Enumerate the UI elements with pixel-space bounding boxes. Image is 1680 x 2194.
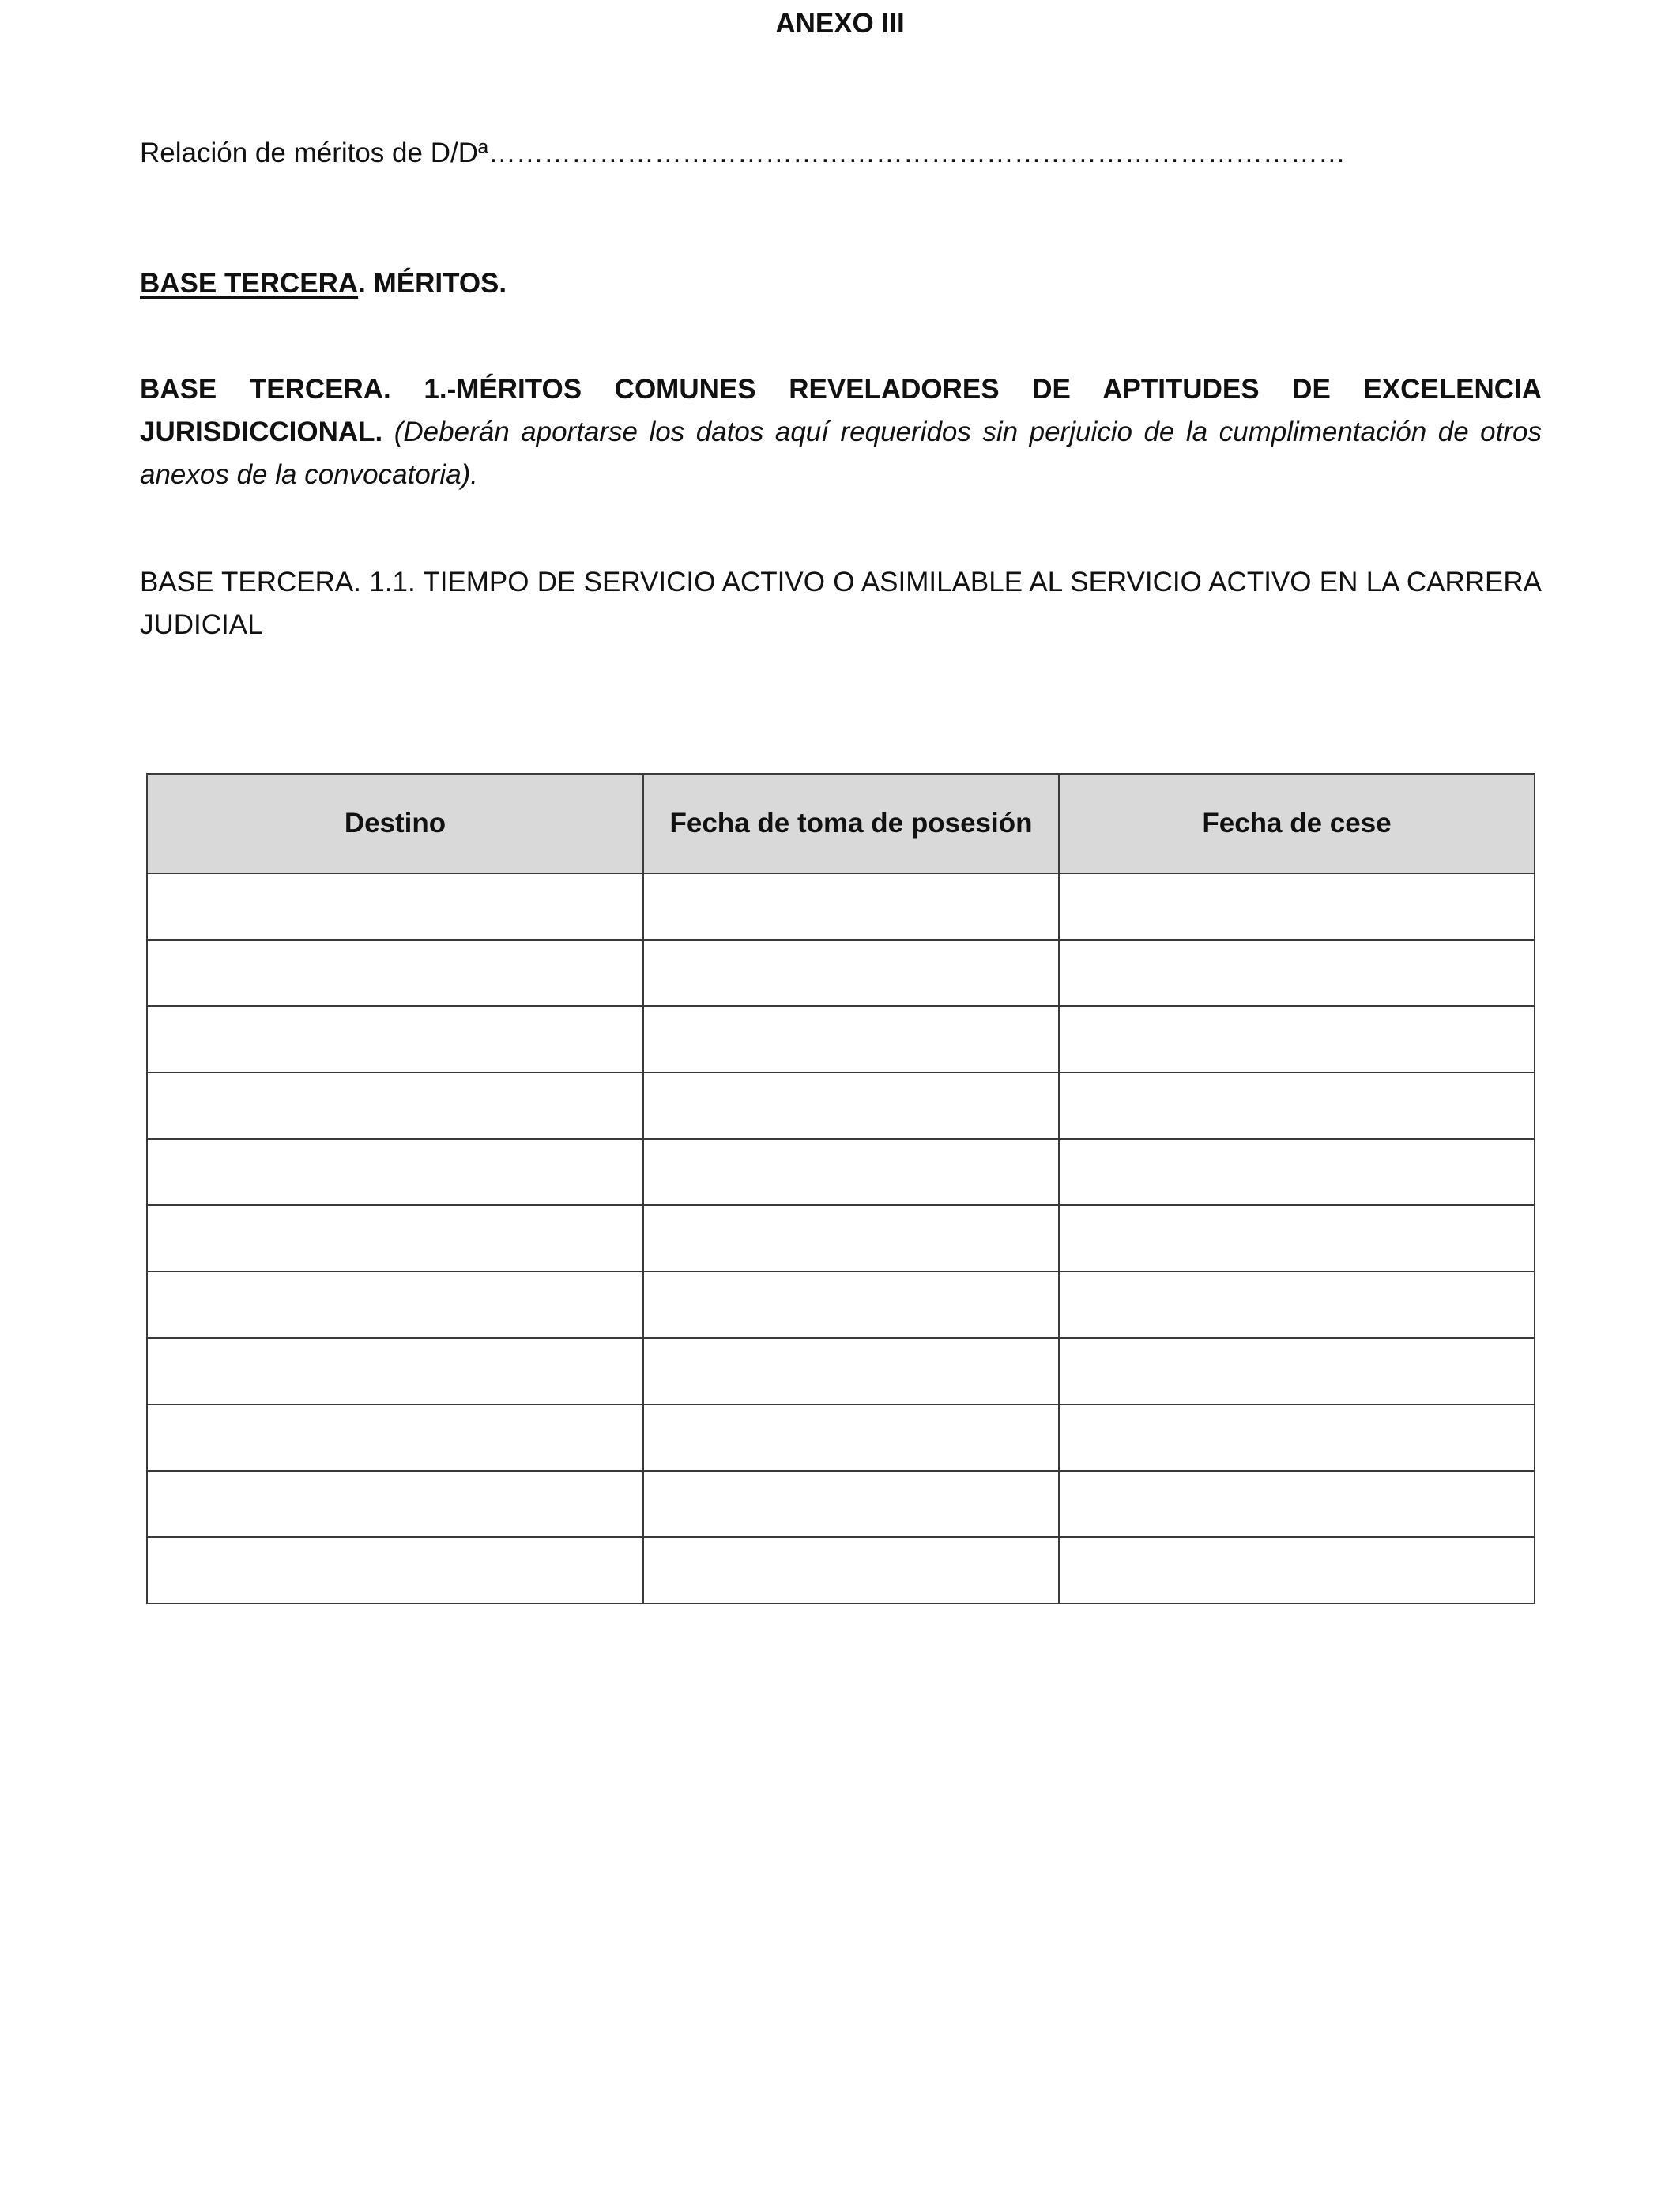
cell-destino[interactable] <box>147 1205 643 1272</box>
table-row <box>147 1272 1535 1338</box>
paragraph-common-merits-note: (Deberán aportarse los datos aquí requeridos sin perjuicio de la cumplimentación de otros anexos de la convocatoria). <box>140 417 1542 490</box>
table-body <box>147 873 1535 1604</box>
cell-fecha-cese[interactable] <box>1059 1471 1535 1537</box>
table-row <box>147 940 1535 1006</box>
table-row <box>147 1471 1535 1537</box>
cell-fecha-cese[interactable] <box>1059 1338 1535 1404</box>
cell-fecha-cese[interactable] <box>1059 1006 1535 1072</box>
section-heading-rest: . MÉRITOS. <box>358 268 507 299</box>
column-header-fecha-toma-posesion: Fecha de toma de posesión <box>643 774 1059 873</box>
cell-destino[interactable] <box>147 1338 643 1404</box>
cell-fecha-cese[interactable] <box>1059 1139 1535 1205</box>
cell-destino[interactable] <box>147 873 643 940</box>
column-header-fecha-cese: Fecha de cese <box>1059 774 1535 873</box>
table-row <box>147 1205 1535 1272</box>
cell-fecha-cese[interactable] <box>1059 940 1535 1006</box>
paragraph-common-merits-bold: BASE TERCERA. 1.-MÉRITOS COMUNES REVELADORES DE APTITUDES DE EXCELENCIA JURISDICCIONAL. <box>140 374 1542 447</box>
table-row <box>147 1006 1535 1072</box>
relation-line <box>140 136 1346 171</box>
cell-fecha-toma-posesion[interactable] <box>643 1072 1059 1139</box>
table-row <box>147 1404 1535 1471</box>
table-header-row <box>147 774 1535 873</box>
cell-destino[interactable] <box>147 940 643 1006</box>
cell-destino[interactable] <box>147 1139 643 1205</box>
cell-fecha-toma-posesion[interactable] <box>643 1272 1059 1338</box>
cell-destino[interactable] <box>147 1404 643 1471</box>
column-header-destino: Destino <box>147 774 643 873</box>
cell-fecha-cese[interactable] <box>1059 1404 1535 1471</box>
table-row <box>147 1537 1535 1604</box>
paragraph-service-time: BASE TERCERA. 1.1. TIEMPO DE SERVICIO ACTIVO O ASIMILABLE AL SERVICIO ACTIVO EN LA CARRERA JUDICIAL <box>140 567 1542 640</box>
cell-fecha-toma-posesion[interactable] <box>643 1338 1059 1404</box>
cell-destino[interactable] <box>147 1471 643 1537</box>
cell-fecha-toma-posesion[interactable] <box>643 873 1059 940</box>
cell-destino[interactable] <box>147 1537 643 1604</box>
table-row <box>147 1338 1535 1404</box>
cell-destino[interactable] <box>147 1272 643 1338</box>
relation-name-field[interactable]: ………………………………………………………………………………… <box>488 138 1346 168</box>
cell-fecha-toma-posesion[interactable] <box>643 1537 1059 1604</box>
merits-table-container <box>146 773 1534 1604</box>
page-title: ANEXO III <box>775 8 905 39</box>
cell-fecha-cese[interactable] <box>1059 1072 1535 1139</box>
cell-fecha-cese[interactable] <box>1059 873 1535 940</box>
table-row <box>147 1072 1535 1139</box>
merits-table <box>146 773 1535 1604</box>
cell-fecha-toma-posesion[interactable] <box>643 1471 1059 1537</box>
cell-fecha-cese[interactable] <box>1059 1537 1535 1604</box>
cell-fecha-toma-posesion[interactable] <box>643 1006 1059 1072</box>
paragraph-common-merits <box>140 368 1542 496</box>
cell-destino[interactable] <box>147 1006 643 1072</box>
relation-label: Relación de méritos de D/Dª <box>140 138 488 168</box>
table-row <box>147 873 1535 940</box>
cell-fecha-toma-posesion[interactable] <box>643 1404 1059 1471</box>
cell-destino[interactable] <box>147 1072 643 1139</box>
section-heading-underlined: BASE TERCERA <box>140 268 359 299</box>
cell-fecha-cese[interactable] <box>1059 1205 1535 1272</box>
cell-fecha-toma-posesion[interactable] <box>643 1139 1059 1205</box>
cell-fecha-toma-posesion[interactable] <box>643 940 1059 1006</box>
cell-fecha-cese[interactable] <box>1059 1272 1535 1338</box>
table-row <box>147 1139 1535 1205</box>
cell-fecha-toma-posesion[interactable] <box>643 1205 1059 1272</box>
section-heading <box>140 266 507 301</box>
